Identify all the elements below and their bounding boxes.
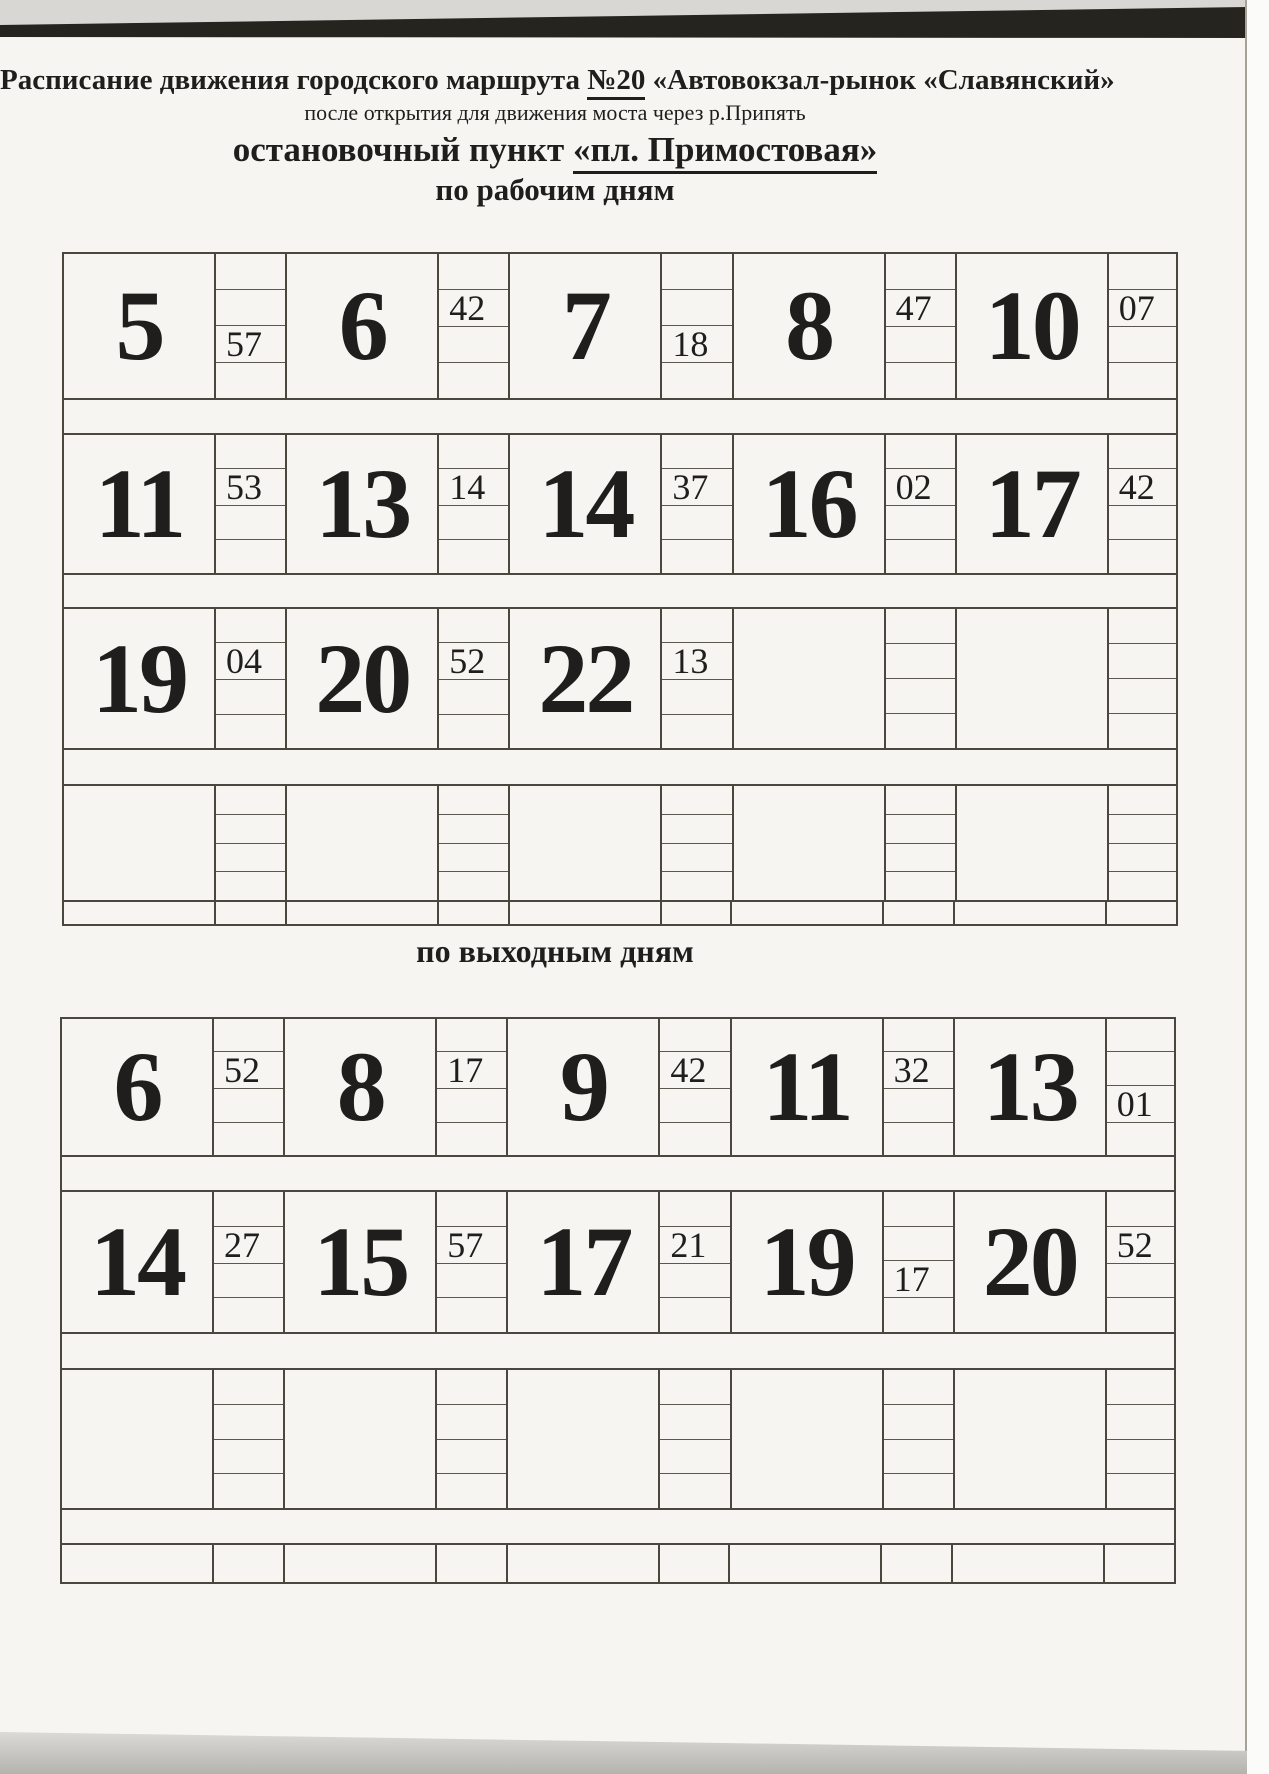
minute-slot-empty [886, 872, 955, 900]
minute-cell [216, 786, 287, 900]
minute-value: 52 [1107, 1227, 1174, 1264]
hour-minute-pair [957, 609, 1176, 748]
minute-slot-empty [216, 715, 285, 748]
document-subtitle: после открытия для движения моста через р.Припять [304, 100, 806, 125]
hour-minute-pair [510, 435, 733, 573]
minute-slot-empty [662, 254, 731, 290]
minute-cell [216, 254, 287, 398]
minute-slot-empty [1109, 609, 1176, 644]
stop-title [0, 130, 1110, 170]
hour-minute-pair [62, 1192, 285, 1332]
minute-slot-empty [1109, 363, 1176, 398]
footer-cell [437, 1545, 508, 1582]
minute-value: 02 [886, 469, 955, 506]
title-text-2: «Автовокзал-рынок «Славянский» [645, 64, 1115, 96]
minute-slot-empty [1107, 1440, 1174, 1475]
separator-band [62, 1334, 1174, 1370]
minute-slot-empty [662, 844, 731, 873]
minute-slot-empty [1107, 1052, 1174, 1085]
minute-slot-empty [216, 540, 285, 573]
minute-slot-empty [886, 609, 955, 644]
title-text-1: Расписание движения городского маршрута [0, 64, 588, 96]
hour-minute-pair [510, 786, 733, 900]
minute-slot-empty [886, 540, 955, 573]
hour-minute-pair [64, 609, 287, 748]
hour-cell [955, 1370, 1107, 1508]
hour-minute-pair [732, 1370, 955, 1508]
minute-slot-empty [662, 290, 731, 326]
minute-value: 21 [660, 1227, 729, 1264]
minute-slot-empty [1109, 327, 1176, 363]
minute-slot-empty [437, 1089, 506, 1122]
minute-value: 32 [884, 1052, 953, 1089]
minute-slot-empty [662, 872, 731, 900]
minute-cell [884, 1192, 955, 1332]
minute-slot-empty [1107, 1123, 1174, 1155]
stop-prefix: остановочный пункт [232, 130, 573, 169]
minute-slot-empty [214, 1019, 283, 1052]
minute-cell [439, 786, 510, 900]
footer-row [64, 902, 1176, 924]
minute-slot-empty [660, 1474, 729, 1508]
hour-cell: 13 [955, 1019, 1107, 1155]
hour-cell: 22 [510, 609, 662, 748]
minute-slot-empty [439, 506, 508, 540]
footer-cell [214, 1545, 285, 1582]
hour-minute-pair [287, 435, 510, 573]
time-row [64, 786, 1176, 902]
hour-cell: 20 [955, 1192, 1107, 1332]
hour-minute-pair [287, 609, 510, 748]
weekends-table [60, 1017, 1176, 1584]
minute-slot-empty [886, 679, 955, 714]
minute-value: 14 [439, 469, 508, 506]
hour-minute-pair [64, 786, 287, 900]
hour-minute-pair [62, 1370, 285, 1508]
minute-value: 17 [884, 1261, 953, 1298]
separator-band [64, 750, 1176, 786]
minute-slot-empty [884, 1227, 953, 1262]
minute-slot-empty [439, 254, 508, 290]
minute-slot-empty [216, 290, 285, 326]
hour-minute-pair [955, 1192, 1174, 1332]
minute-cell [660, 1019, 731, 1155]
footer-cell [439, 902, 510, 924]
hour-minute-pair [734, 786, 957, 900]
hour-cell [957, 609, 1109, 748]
minute-slot-empty [439, 680, 508, 714]
hour-minute-pair [287, 254, 510, 398]
minute-slot-empty [660, 1089, 729, 1122]
minute-slot-empty [439, 609, 508, 643]
footer-cell [508, 1545, 660, 1582]
minute-slot-empty [437, 1123, 506, 1155]
minute-cell [214, 1370, 285, 1508]
hour-minute-pair [732, 1192, 955, 1332]
time-row [64, 609, 1176, 750]
minute-slot-empty [660, 1192, 729, 1227]
minute-slot-empty [1107, 1264, 1174, 1299]
minute-slot-empty [886, 435, 955, 469]
minute-slot-empty [662, 363, 731, 398]
hour-cell: 6 [287, 254, 439, 398]
minute-value: 01 [1107, 1086, 1174, 1123]
minute-slot-empty [1109, 786, 1176, 815]
separator-band [62, 1157, 1174, 1192]
minute-slot-empty [437, 1405, 506, 1440]
minute-cell [886, 435, 957, 573]
hour-cell [508, 1370, 660, 1508]
minute-slot-empty [437, 1440, 506, 1475]
minute-cell [1107, 1019, 1174, 1155]
minute-slot-empty [886, 644, 955, 679]
footer-cell [882, 1545, 953, 1582]
hour-cell: 14 [510, 435, 662, 573]
weekends-heading: по выходным дням [416, 933, 694, 969]
minute-value: 42 [439, 290, 508, 327]
hour-cell: 6 [62, 1019, 214, 1155]
hour-cell: 20 [287, 609, 439, 748]
footer-cell [216, 902, 287, 924]
hour-cell: 19 [64, 609, 216, 748]
footer-cell [730, 1545, 882, 1582]
minute-slot-empty [216, 609, 285, 643]
minute-slot-empty [216, 815, 285, 844]
minute-cell [439, 254, 510, 398]
minute-slot-empty [1109, 844, 1176, 873]
minute-slot-empty [216, 786, 285, 815]
hour-cell: 10 [957, 254, 1109, 398]
minute-cell [439, 435, 510, 573]
minute-cell [1109, 254, 1176, 398]
minute-slot-empty [437, 1370, 506, 1405]
minute-slot-empty [439, 435, 508, 469]
minute-slot-empty [1107, 1370, 1174, 1405]
minute-value: 37 [662, 469, 731, 506]
minute-slot-empty [216, 254, 285, 290]
minute-value: 07 [1109, 290, 1176, 327]
minute-slot-empty [439, 540, 508, 573]
hour-cell [732, 1370, 884, 1508]
footer-row [62, 1545, 1174, 1582]
minute-slot-empty [216, 844, 285, 873]
page-edge-shadow-bottom [0, 1732, 1247, 1774]
minute-cell [662, 786, 733, 900]
minute-slot-empty [884, 1298, 953, 1332]
separator-band [62, 1510, 1174, 1545]
minute-cell [1107, 1370, 1174, 1508]
minute-value: 27 [214, 1227, 283, 1264]
hour-minute-pair [64, 435, 287, 573]
hour-cell [734, 609, 886, 748]
minute-slot-empty [1109, 435, 1176, 469]
minute-slot-empty [660, 1264, 729, 1299]
hour-minute-pair [285, 1019, 508, 1155]
minute-slot-empty [439, 844, 508, 873]
minute-cell [437, 1019, 508, 1155]
footer-cell [510, 902, 662, 924]
time-row [62, 1192, 1174, 1334]
minute-slot-empty [437, 1264, 506, 1299]
hour-minute-pair [734, 609, 957, 748]
hour-cell [287, 786, 439, 900]
minute-slot-empty [662, 609, 731, 643]
minute-slot-empty [437, 1474, 506, 1508]
hour-minute-pair [734, 435, 957, 573]
minute-cell [437, 1370, 508, 1508]
time-row [64, 435, 1176, 575]
hour-minute-pair [508, 1019, 731, 1155]
minute-slot-empty [884, 1440, 953, 1475]
separator-band [64, 400, 1176, 435]
hour-minute-pair [62, 1019, 285, 1155]
minute-slot-empty [214, 1440, 283, 1475]
hour-minute-pair [734, 254, 957, 398]
footer-cell [732, 902, 884, 924]
minute-value: 04 [216, 643, 285, 680]
separator-band [64, 575, 1176, 609]
minute-slot-empty [214, 1264, 283, 1299]
stop-name: «пл. Примостовая» [573, 130, 877, 174]
minute-slot-empty [216, 872, 285, 900]
hour-cell: 19 [732, 1192, 884, 1332]
hour-cell: 5 [64, 254, 216, 398]
minute-slot-empty [1109, 506, 1176, 540]
minute-slot-empty [886, 327, 955, 363]
minute-slot-empty [439, 815, 508, 844]
minute-cell [1109, 435, 1176, 573]
minute-slot-empty [660, 1405, 729, 1440]
workdays-table [62, 252, 1178, 926]
hour-cell: 11 [732, 1019, 884, 1155]
minute-cell [216, 435, 287, 573]
minute-cell [886, 254, 957, 398]
hour-minute-pair [957, 786, 1176, 900]
minute-slot-empty [216, 435, 285, 469]
minute-cell [884, 1370, 955, 1508]
footer-cell [287, 902, 439, 924]
hour-cell: 8 [734, 254, 886, 398]
minute-slot-empty [214, 1089, 283, 1122]
hour-cell [62, 1370, 214, 1508]
minute-slot-empty [1109, 815, 1176, 844]
minute-slot-empty [884, 1474, 953, 1508]
minute-slot-empty [1109, 644, 1176, 679]
minute-value: 57 [437, 1227, 506, 1264]
hour-cell [957, 786, 1109, 900]
minute-cell [886, 609, 957, 748]
minute-slot-empty [439, 327, 508, 363]
minute-slot-empty [1107, 1019, 1174, 1052]
minute-cell [884, 1019, 955, 1155]
hour-minute-pair [955, 1019, 1174, 1155]
minute-slot-empty [437, 1298, 506, 1332]
minute-slot-empty [1109, 540, 1176, 573]
hour-cell: 16 [734, 435, 886, 573]
minute-slot-empty [660, 1123, 729, 1155]
minute-slot-empty [884, 1405, 953, 1440]
minute-slot-empty [1107, 1405, 1174, 1440]
hour-minute-pair [510, 609, 733, 748]
footer-cell [1105, 1545, 1174, 1582]
minute-value: 13 [662, 643, 731, 680]
minute-slot-empty [662, 680, 731, 714]
hour-minute-pair [957, 254, 1176, 398]
minute-cell [662, 435, 733, 573]
minute-slot-empty [886, 844, 955, 873]
minute-value: 52 [214, 1052, 283, 1089]
hour-minute-pair [510, 254, 733, 398]
route-number: №20 [587, 64, 645, 100]
hour-cell: 13 [287, 435, 439, 573]
minute-slot-empty [660, 1019, 729, 1052]
hour-cell: 15 [285, 1192, 437, 1332]
footer-cell [285, 1545, 437, 1582]
minute-slot-empty [216, 363, 285, 398]
minute-slot-empty [1109, 872, 1176, 900]
minute-slot-empty [662, 815, 731, 844]
hour-minute-pair [957, 435, 1176, 573]
minute-slot-empty [884, 1123, 953, 1155]
minute-slot-empty [439, 363, 508, 398]
footer-cell [660, 1545, 731, 1582]
page-edge-right [1245, 0, 1269, 1774]
hour-minute-pair [287, 786, 510, 900]
footer-cell [1107, 902, 1176, 924]
minute-slot-empty [214, 1298, 283, 1332]
minute-slot-empty [662, 435, 731, 469]
minute-slot-empty [216, 680, 285, 714]
footer-cell [955, 902, 1107, 924]
workdays-heading: по рабочим дням [435, 172, 675, 207]
minute-cell [662, 609, 733, 748]
hour-minute-pair [508, 1370, 731, 1508]
hour-cell: 14 [62, 1192, 214, 1332]
footer-cell [62, 1545, 214, 1582]
hour-cell [64, 786, 216, 900]
footer-cell [884, 902, 955, 924]
minute-value: 47 [886, 290, 955, 327]
hour-minute-pair [64, 254, 287, 398]
minute-slot-empty [216, 506, 285, 540]
time-row [64, 254, 1176, 400]
minute-slot-empty [214, 1370, 283, 1405]
minute-cell [1109, 609, 1176, 748]
minute-cell [886, 786, 957, 900]
minute-slot-empty [437, 1019, 506, 1052]
footer-cell [64, 902, 216, 924]
minute-slot-empty [1109, 714, 1176, 748]
minute-slot-empty [884, 1089, 953, 1122]
minute-cell [216, 609, 287, 748]
hour-cell [734, 786, 886, 900]
minute-slot-empty [214, 1192, 283, 1227]
hour-cell: 17 [957, 435, 1109, 573]
minute-cell [1109, 786, 1176, 900]
minute-cell [437, 1192, 508, 1332]
minute-slot-empty [1107, 1298, 1174, 1332]
minute-slot-empty [660, 1440, 729, 1475]
hour-cell: 7 [510, 254, 662, 398]
minute-slot-empty [886, 815, 955, 844]
minute-cell [662, 254, 733, 398]
footer-cell [662, 902, 733, 924]
hour-minute-pair [732, 1019, 955, 1155]
minute-slot-empty [437, 1192, 506, 1227]
minute-cell [214, 1192, 285, 1332]
minute-value: 42 [1109, 469, 1176, 506]
time-row [62, 1370, 1174, 1510]
minute-slot-empty [439, 872, 508, 900]
hour-minute-pair [285, 1192, 508, 1332]
minute-slot-empty [214, 1123, 283, 1155]
hour-cell [510, 786, 662, 900]
minute-cell [214, 1019, 285, 1155]
minute-slot-empty [662, 540, 731, 573]
hour-cell: 8 [285, 1019, 437, 1155]
minute-slot-empty [662, 786, 731, 815]
minute-slot-empty [660, 1298, 729, 1332]
minute-slot-empty [662, 715, 731, 748]
hour-cell [285, 1370, 437, 1508]
footer-cell [953, 1545, 1105, 1582]
hour-minute-pair [285, 1370, 508, 1508]
minute-slot-empty [1107, 1474, 1174, 1508]
minute-cell [660, 1192, 731, 1332]
minute-slot-empty [214, 1474, 283, 1508]
minute-slot-empty [886, 363, 955, 398]
minute-value: 53 [216, 469, 285, 506]
minute-value: 17 [437, 1052, 506, 1089]
document-title [0, 64, 1115, 97]
minute-value: 52 [439, 643, 508, 680]
minute-slot-empty [886, 714, 955, 748]
minute-cell [1107, 1192, 1174, 1332]
minute-slot-empty [884, 1192, 953, 1227]
minute-slot-empty [884, 1370, 953, 1405]
minute-slot-empty [662, 506, 731, 540]
hour-minute-pair [508, 1192, 731, 1332]
hour-cell: 11 [64, 435, 216, 573]
hour-cell: 17 [508, 1192, 660, 1332]
minute-slot-empty [886, 254, 955, 290]
hour-minute-pair [955, 1370, 1174, 1508]
minute-value: 42 [660, 1052, 729, 1089]
minute-slot-empty [1109, 254, 1176, 290]
time-row [62, 1019, 1174, 1157]
minute-slot-empty [214, 1405, 283, 1440]
minute-cell [439, 609, 510, 748]
minute-slot-empty [439, 715, 508, 748]
minute-slot-empty [439, 786, 508, 815]
minute-slot-empty [886, 786, 955, 815]
minute-slot-empty [886, 506, 955, 540]
minute-value: 57 [216, 326, 285, 363]
minute-slot-empty [1107, 1192, 1174, 1227]
minute-slot-empty [1109, 679, 1176, 714]
minute-slot-empty [660, 1370, 729, 1405]
minute-value: 18 [662, 326, 731, 363]
minute-slot-empty [884, 1019, 953, 1052]
minute-cell [660, 1370, 731, 1508]
hour-cell: 9 [508, 1019, 660, 1155]
